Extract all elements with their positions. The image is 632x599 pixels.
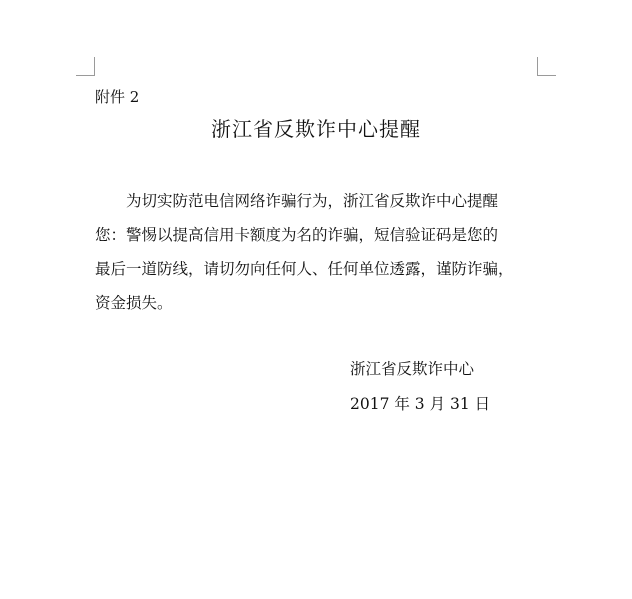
attachment-label: 附件 2 [95,88,140,106]
body-line: 为切实防范电信网络诈骗行为，浙江省反欺诈中心提醒 [126,192,499,210]
document-title: 浙江省反欺诈中心提醒 [211,117,421,141]
signature-date: 2017 年 3 月 31 日 [350,395,491,413]
body-line: 最后一道防线，请切勿向任何人、任何单位透露，谨防诈骗， [95,260,514,278]
body-paragraph [95,184,541,320]
body-line: 您：警惕以提高信用卡额度为名的诈骗，短信验证码是您的 [95,226,499,244]
signature-organization: 浙江省反欺诈中心 [350,360,475,378]
top-left-crop-mark [76,57,95,76]
body-line: 资金损失。 [95,294,173,312]
top-right-crop-mark [537,57,556,76]
